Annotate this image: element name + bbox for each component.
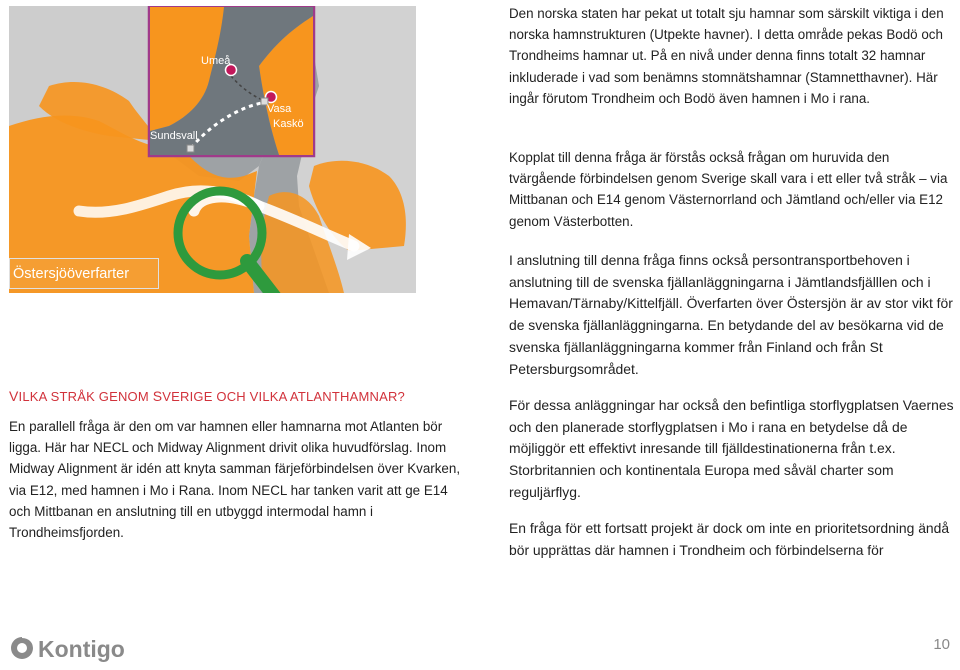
left-paragraph [9, 416, 464, 543]
paragraph-text: I anslutning till denna fråga finns också persontransportbehoven i anslutning till de svenska fjällanläggningarna i Jämtlandsfjälllen och i Hemavan/Tärnaby/Kittelfjäll. Överfarten över Östersjön är av stor vikt för de svenska fjällanläggningarna. En betydande del av besökarna vid de svenska fjällanläggningarna kommer från Finland och från St Petersburgsområdet. [509, 252, 953, 377]
section-heading: VILKA STRÅK GENOM SVERIGE OCH VILKA ATLANTHAMNAR? [9, 388, 405, 404]
city-label-kasko: Kaskö [273, 118, 304, 130]
map-legend-label: Östersjööverfarter [9, 258, 159, 289]
right-paragraph-2 [509, 147, 959, 232]
kontigo-logo-graphic [8, 633, 143, 665]
right-paragraph-5 [509, 518, 959, 561]
kontigo-logo [8, 633, 143, 665]
map-graphic [9, 6, 416, 293]
kontigo-mark-icon [11, 637, 34, 659]
city-label-sundsvall: Sundsvall [150, 130, 198, 142]
right-paragraph-3 [509, 250, 959, 380]
city-label-umea: Umeå [201, 55, 231, 67]
paragraph-text: Den norska staten har pekat ut totalt sju hamnar som särskilt viktiga i den norska hamnstrukturen (Utpekte havner). I detta område pekas Bodö och Trondheims hamnar ut. På en nivå under denna finns totalt 32 hamnar inkluderade i vad som benämns stomnätshamnar (Stamnetthavner). Här ingår förutom Trondheim och Bodö även hamnen i Mo i rana. [509, 6, 944, 106]
map-figure [9, 6, 416, 293]
city-square-sundsvall [187, 145, 194, 152]
logo-wordmark: Kontigo [38, 636, 125, 662]
right-paragraph-4 [509, 395, 959, 504]
paragraph-text: En fråga för ett fortsatt projekt är dock om inte en prioritetsordning ändå bör upprättas där hamnen i Trondheim och förbindelserna för [509, 520, 950, 558]
page-number: 10 [933, 636, 950, 653]
paragraph-text: För dessa anläggningar har också den befintliga storflygplatsen Vaernes och den planerade storflygplatsen i Mo i rana en betydelse då de möjliggör ett effektivt inresande till fjälldestinationerna från t.ex. Storbritannien och kontinentala Europa med såväl charter som reguljärflyg. [509, 397, 954, 500]
city-label-vasa: Vasa [267, 103, 292, 115]
paragraph-text: Kopplat till denna fråga är förstås också frågan om huruvida den tvärgående förbindelsen genom Sverige skall vara i ett eller två stråk – via Mittbanan och E14 genom Västernorrland och Jämtland och/eller via E12 genom Västerbotten. [509, 150, 948, 229]
paragraph-text: En parallell fråga är den om var hamnen eller hamnarna mot Atlanten bör ligga. Här har NECL och Midway Alignment drivit olika huvudförslag. Inom Midway Alignment är idén att knyta samman färjeförbindelsen över Kvarken, via E12, med hamnen i Mo i Rana. Inom NECL har tanken varit att ge E14 och Mittbanan en anslutning till en utbyggd intermodal hamn i Trondheimsfjorden. [9, 419, 461, 541]
right-paragraph-1 [509, 3, 959, 109]
